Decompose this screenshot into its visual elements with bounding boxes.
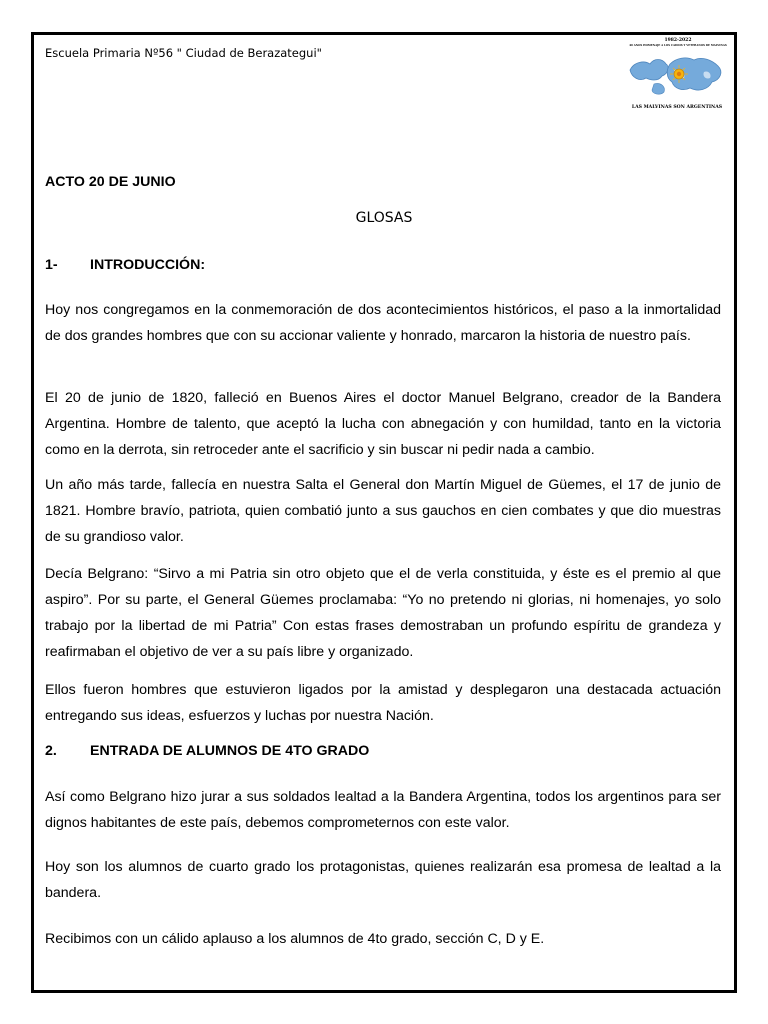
- paragraph-belgrano: El 20 de junio de 1820, falleció en Buenos Aires el doctor Manuel Belgrano, creador de la Bandera Argentina. Hombre de talento, que aceptó la lucha con abnegación y con humildad, tanto en la victoria como en la derrota, sin retroceder ante el sacrificio y sin buscar ni pedir nada a cambio.: [45, 390, 721, 458]
- paragraph-applause: Recibimos con un cálido aplauso a los alumnos de 4to grado, sección C, D y E.: [45, 931, 545, 947]
- logo-year: 1982-2022: [664, 38, 692, 43]
- logo-caption: 40 AÑOS HOMENAJE A LOS CAÍDOS Y VETERANOS DE MALVINAS: [629, 44, 727, 47]
- act-title: ACTO 20 DE JUNIO: [45, 174, 176, 190]
- malvinas-logo: [624, 38, 730, 116]
- section-2-heading: [45, 743, 369, 759]
- malvinas-islands-icon: [624, 48, 730, 106]
- document-subtitle: GLOSAS: [355, 210, 413, 226]
- section-2-title: ENTRADA DE ALUMNOS DE 4TO GRADO: [90, 743, 370, 759]
- logo-motto: LAS MALVINAS SON ARGENTINAS: [631, 105, 723, 110]
- paragraph-intro: Hoy nos congregamos en la conmemoración de dos acontecimientos históricos, el paso a la inmortalidad de dos grandes hombres que con su accionar valiente y honrado, marcaron la historia de nuestro país.: [45, 302, 721, 344]
- section-1-heading: [45, 257, 205, 273]
- section-2-number: 2.: [45, 743, 57, 759]
- paragraph-oath: Así como Belgrano hizo jurar a sus soldados lealtad a la Bandera Argentina, todos los argentinos para ser dignos habitantes de este país, debemos comprometernos con este valor.: [45, 789, 721, 831]
- paragraph-protagonists: Hoy son los alumnos de cuarto grado los protagonistas, quienes realizarán esa promesa de lealtad a la bandera.: [45, 859, 721, 901]
- section-1-title: INTRODUCCIÓN:: [90, 257, 206, 273]
- school-name: Escuela Primaria Nº56 " Ciudad de Berazategui": [45, 46, 322, 60]
- paragraph-guemes: Un año más tarde, fallecía en nuestra Salta el General don Martín Miguel de Güemes, el 17 de junio de 1821. Hombre bravío, patriota, quien combatió junto a sus gauchos en cien combates y que dio muestras de su grandioso valor.: [45, 477, 721, 545]
- paragraph-friendship: Ellos fueron hombres que estuvieron ligados por la amistad y desplegaron una destacada actuación entregando sus ideas, esfuerzos y luchas por nuestra Nación.: [45, 682, 721, 724]
- paragraph-quotes: Decía Belgrano: “Sirvo a mi Patria sin otro objeto que el de verla constituida, y éste es el premio al que aspiro”. Por su parte, el General Güemes proclamaba: “Yo no pretendo ni glorias, ni homenajes, yo solo trabajo por la libertad de mi Patria” Con estas frases demostraban un profundo espíritu de grandeza y reafirmaban el objetivo de ver a su país libre y organizado.: [45, 566, 721, 660]
- section-1-number: 1-: [45, 257, 58, 273]
